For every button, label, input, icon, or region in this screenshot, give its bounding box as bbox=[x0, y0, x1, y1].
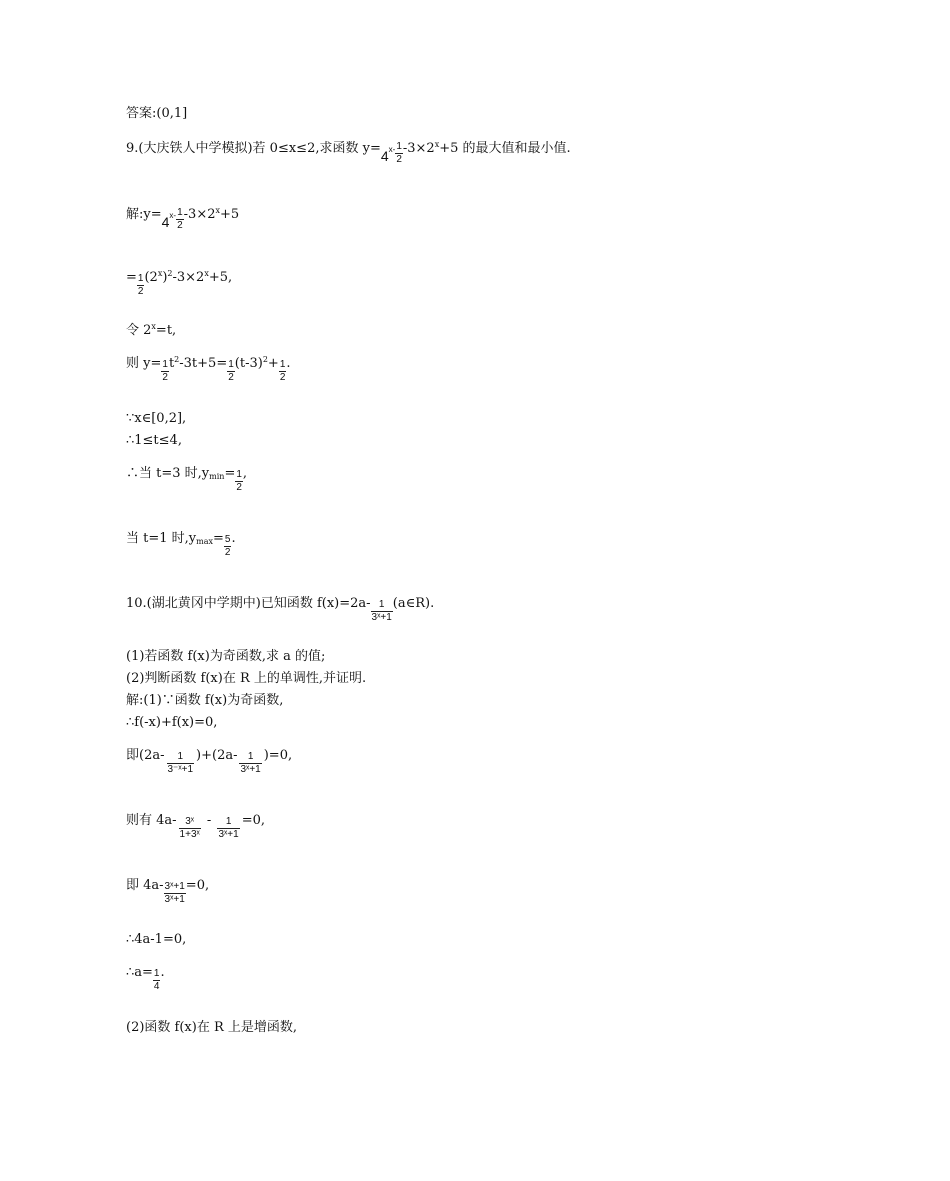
fraction: $\frac{1}{2}$ bbox=[279, 359, 286, 383]
fraction: $\frac{1}{2}$ bbox=[228, 359, 234, 383]
answer-line: 答案:(0,1] bbox=[126, 106, 188, 121]
fraction: $\frac{1}{2}$ bbox=[137, 273, 144, 297]
question-10: 10.(湖北黄冈中学期中)已知函数 f(x)=2a- $\frac{1}{\text{3ˣ+1}}$ (a∈R). bbox=[126, 596, 435, 623]
sol9-line7: ∴当 t=3 时,ymin= $\frac{1}{2}$ , bbox=[126, 466, 248, 493]
q9-exp-fraction: $\frac{1}{2}$ bbox=[396, 141, 402, 165]
q10-part1: (1)若函数 f(x)为奇函数,求 a 的值; bbox=[126, 649, 326, 664]
sol10-line2: ∴f(-x)+f(x)=0, bbox=[126, 715, 218, 730]
sol9-line1: 解:y=4x- $\frac{1}{2}$ $-3\times 2^x+5$ bbox=[126, 206, 240, 231]
q9-exp-x: x- bbox=[388, 145, 396, 154]
sol9-line5: ∵x∈[0,2], bbox=[126, 411, 187, 426]
fraction: $\frac{1}{\text{3⁻ˣ+1}}$ bbox=[167, 751, 194, 775]
q10-part2: (2)判断函数 f(x)在 R 上的单调性,并证明. bbox=[126, 671, 367, 686]
q9-suffix: -3×2 bbox=[402, 141, 435, 156]
fraction: $\frac{5}{2}$ bbox=[224, 534, 231, 558]
sol9-line3: 令 $2^x=t$, bbox=[126, 322, 177, 338]
fraction: $\frac{\text{3ˣ+1}}{\text{3ˣ+1}}$ bbox=[164, 881, 185, 905]
sol9-exp-fraction: $\frac{1}{2}$ bbox=[177, 207, 183, 231]
fraction: $\frac{1}{\text{3ˣ+1}}$ bbox=[371, 599, 392, 623]
q9-prefix: 9.(大庆铁人中学模拟)若 0≤x≤2,求函数 y= bbox=[126, 141, 381, 156]
fraction: $\frac{1}{2}$ bbox=[236, 469, 242, 493]
sol10-line5: 即 4a- $\frac{\text{3ˣ+1}}{\text{3ˣ+1}}$ =0, bbox=[126, 878, 210, 905]
sol9-line2: = $\frac{1}{2}$ $(2^x)^2-3\times 2^x+5$, bbox=[126, 269, 233, 297]
sol9-line8: 当 t=1 时,ymax= $\frac{5}{2}$ . bbox=[126, 531, 236, 558]
sol10-line8: (2)函数 f(x)在 R 上是增函数, bbox=[126, 1020, 298, 1035]
fraction: $\frac{\text{3ˣ}}{\text{1+3ˣ}}$ bbox=[179, 816, 200, 840]
sol10-line6: ∴4a-1=0, bbox=[126, 932, 187, 947]
q9-base: 4 bbox=[380, 148, 389, 164]
sol10-line1: 解:(1)∵函数 f(x)为奇函数, bbox=[126, 693, 284, 708]
fraction: $\frac{1}{2}$ bbox=[162, 359, 168, 383]
fraction: $\frac{1}{\text{3ˣ+1}}$ bbox=[240, 751, 261, 775]
question-9: 9.(大庆铁人中学模拟)若 0≤x≤2,求函数 y=4x- $\frac{1}{2}$ $-3\times 2^x+5$ 的最大值和最小值. bbox=[126, 140, 571, 165]
sol10-line3: 即(2a- $\frac{1}{\text{3⁻ˣ+1}}$ )+(2a- $\frac{1}{\text{3ˣ+1}}$ )=0, bbox=[126, 748, 293, 775]
sol9-line6: ∴1≤t≤4, bbox=[126, 433, 182, 448]
fraction: $\frac{1}{\text{3ˣ+1}}$ bbox=[218, 816, 239, 840]
sol9-line4: 则 y= $\frac{1}{2}$ $t^2-3t+5=$ $\frac{1}{2}$ $(t-3)^2+$ $\frac{1}{2}$ . bbox=[126, 355, 291, 383]
sol10-line4: 则有 4a- $\frac{\text{3ˣ}}{\text{1+3ˣ}}$ - $\frac{1}{\text{3ˣ+1}}$ =0, bbox=[126, 813, 266, 840]
fraction: $\frac{1}{4}$ bbox=[153, 968, 160, 992]
sol10-line7: ∴a= $\frac{1}{4}$ . bbox=[126, 965, 165, 992]
